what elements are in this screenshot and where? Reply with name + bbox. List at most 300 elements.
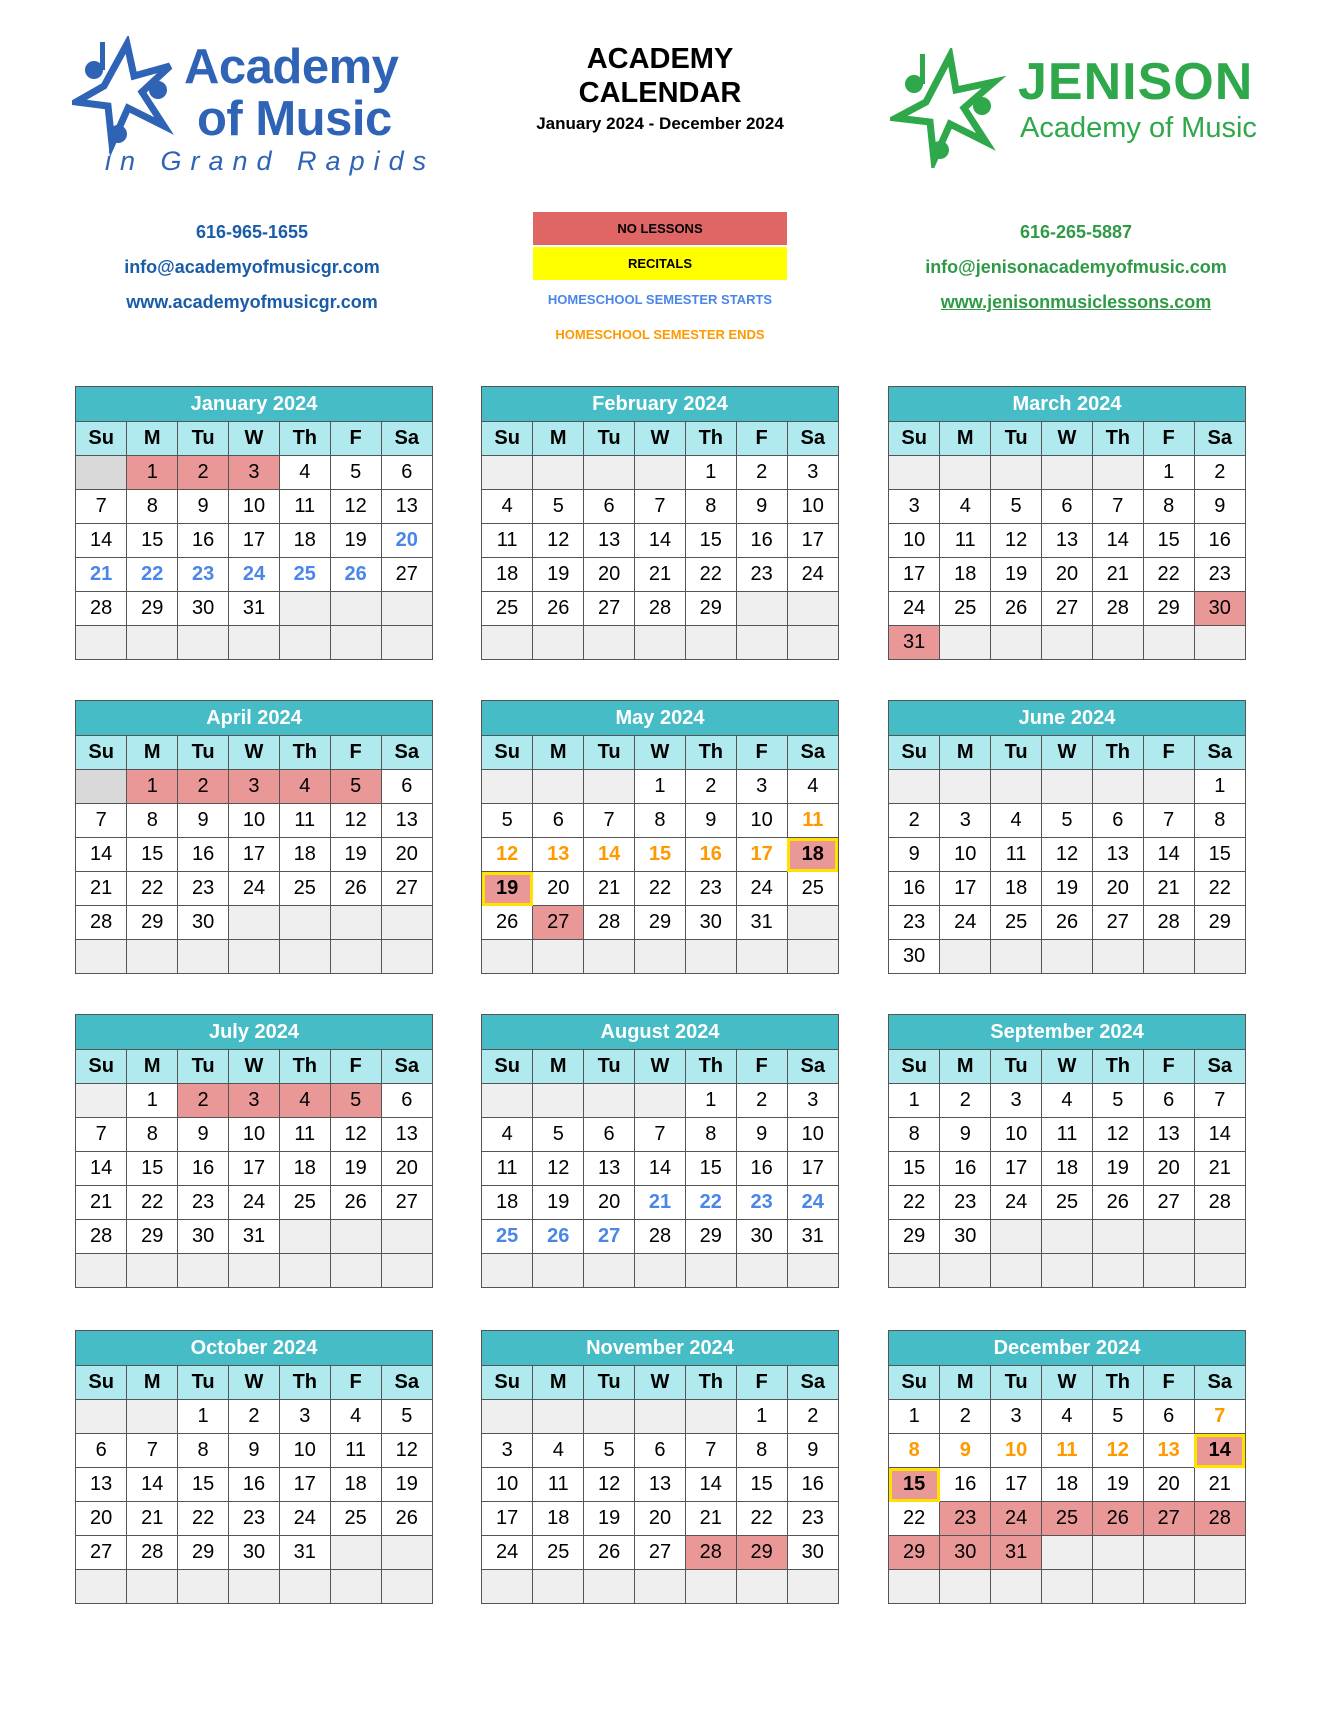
weekday-header: Su [889,736,940,770]
day-cell: 31 [229,1220,280,1254]
empty-day-cell [533,940,584,974]
day-cell: 22 [685,558,736,592]
empty-day-cell [940,1254,991,1288]
weekday-header: W [229,1050,280,1084]
weekday-header: F [1143,422,1194,456]
day-cell: 24 [787,558,838,592]
right-website[interactable]: www.jenisonmusiclessons.com [940,292,1212,312]
empty-day-cell [991,1570,1042,1604]
day-cell: 26 [482,906,533,940]
day-cell: 26 [381,1502,432,1536]
empty-day-cell [584,1400,635,1434]
empty-day-cell [330,906,381,940]
empty-day-cell [76,626,127,660]
empty-day-cell [1143,770,1194,804]
day-cell: 3 [229,1084,280,1118]
empty-day-cell [330,1570,381,1604]
day-cell: 16 [940,1468,991,1502]
empty-day-cell [940,940,991,974]
day-cell: 13 [635,1468,686,1502]
weekday-header: F [736,736,787,770]
month-table [482,422,838,659]
day-cell: 3 [991,1400,1042,1434]
day-cell: 27 [1143,1186,1194,1220]
day-cell: 12 [584,1468,635,1502]
day-cell: 20 [381,524,432,558]
day-cell: 24 [229,872,280,906]
empty-day-cell [1092,940,1143,974]
day-cell: 13 [584,524,635,558]
day-cell: 13 [381,490,432,524]
empty-day-cell [584,1254,635,1288]
month-table [482,736,838,973]
day-cell: 1 [685,456,736,490]
day-cell: 29 [127,592,178,626]
empty-day-cell [381,592,432,626]
day-cell: 10 [229,804,280,838]
day-cell: 13 [381,804,432,838]
weekday-header: Th [279,736,330,770]
empty-day-cell [1194,1536,1245,1570]
day-cell: 8 [127,1118,178,1152]
day-cell: 21 [1194,1152,1245,1186]
day-cell: 28 [127,1536,178,1570]
month-table [889,1050,1245,1287]
day-cell: 11 [279,490,330,524]
day-cell: 6 [584,1118,635,1152]
day-cell: 16 [178,1152,229,1186]
weekday-header: Sa [787,736,838,770]
day-cell: 28 [584,906,635,940]
day-cell: 18 [533,1502,584,1536]
day-cell: 19 [1092,1468,1143,1502]
weekday-header: M [533,1366,584,1400]
day-cell: 8 [736,1434,787,1468]
month-calendar [888,1330,1246,1604]
day-cell: 26 [991,592,1042,626]
weekday-header: W [229,1366,280,1400]
day-cell: 25 [482,592,533,626]
day-cell: 10 [940,838,991,872]
day-cell: 27 [381,1186,432,1220]
day-cell: 24 [889,592,940,626]
empty-day-cell [1143,940,1194,974]
day-cell: 26 [533,592,584,626]
day-cell: 22 [178,1502,229,1536]
weekday-header: Su [482,736,533,770]
day-cell: 22 [635,872,686,906]
day-cell: 1 [685,1084,736,1118]
day-cell: 7 [76,804,127,838]
day-cell: 3 [787,456,838,490]
day-cell: 18 [482,558,533,592]
day-cell: 30 [940,1536,991,1570]
day-cell: 12 [330,490,381,524]
day-cell: 25 [279,558,330,592]
month-calendar [481,700,839,974]
day-cell: 25 [279,1186,330,1220]
day-cell: 11 [482,524,533,558]
day-cell: 8 [685,1118,736,1152]
month-calendar [75,700,433,974]
day-cell: 21 [76,1186,127,1220]
right-email[interactable]: info@jenisonacademyofmusic.com [925,257,1227,277]
day-cell: 6 [584,490,635,524]
empty-day-cell [76,1254,127,1288]
empty-day-cell [178,940,229,974]
empty-day-cell [584,456,635,490]
day-cell: 10 [229,490,280,524]
empty-day-cell [1194,1254,1245,1288]
empty-day-cell [685,1400,736,1434]
day-cell: 11 [482,1152,533,1186]
weekday-header: Tu [178,1050,229,1084]
left-email[interactable]: info@academyofmusicgr.com [124,257,380,277]
weekday-header: Sa [381,1050,432,1084]
empty-day-cell [787,1570,838,1604]
day-cell: 10 [991,1118,1042,1152]
day-cell: 21 [76,558,127,592]
day-cell: 29 [635,906,686,940]
month-calendar [888,1014,1246,1288]
weekday-header: M [127,736,178,770]
empty-day-cell [736,1570,787,1604]
day-cell: 15 [178,1468,229,1502]
day-cell: 6 [381,770,432,804]
day-cell: 9 [736,1118,787,1152]
weekday-header: M [940,1050,991,1084]
weekday-header: W [635,1050,686,1084]
weekday-header: F [736,422,787,456]
music-star-icon [890,48,1010,168]
day-cell: 19 [1092,1152,1143,1186]
empty-day-cell [991,626,1042,660]
weekday-header: Th [1092,1050,1143,1084]
day-cell: 1 [127,456,178,490]
day-cell: 23 [736,1186,787,1220]
day-cell: 11 [533,1468,584,1502]
weekday-header: Th [685,422,736,456]
day-cell: 7 [1194,1400,1245,1434]
month-title: July 2024 [76,1015,432,1050]
day-cell: 28 [685,1536,736,1570]
day-cell: 12 [381,1434,432,1468]
day-cell: 2 [940,1400,991,1434]
day-cell: 19 [330,838,381,872]
day-cell: 28 [76,592,127,626]
day-cell: 15 [127,524,178,558]
day-cell: 12 [1092,1434,1143,1468]
day-cell: 30 [1194,592,1245,626]
day-cell: 30 [178,592,229,626]
day-cell: 11 [787,804,838,838]
day-cell: 4 [940,490,991,524]
day-cell: 11 [991,838,1042,872]
day-cell: 5 [482,804,533,838]
weekday-header: Tu [178,736,229,770]
date-range: January 2024 - December 2024 [536,114,784,133]
empty-day-cell [1092,1536,1143,1570]
day-cell: 9 [787,1434,838,1468]
day-cell: 30 [685,906,736,940]
day-cell: 8 [889,1118,940,1152]
empty-day-cell [584,940,635,974]
weekday-header: Th [279,1366,330,1400]
weekday-header: Tu [584,422,635,456]
day-cell: 18 [279,838,330,872]
weekday-header: M [127,1050,178,1084]
weekday-header: F [1143,736,1194,770]
day-cell: 16 [787,1468,838,1502]
day-cell: 18 [991,872,1042,906]
day-cell: 29 [889,1536,940,1570]
day-cell: 21 [127,1502,178,1536]
day-cell: 14 [635,1152,686,1186]
day-cell: 20 [584,1186,635,1220]
day-cell: 21 [1092,558,1143,592]
empty-day-cell [533,456,584,490]
month-title: January 2024 [76,387,432,422]
day-cell: 16 [940,1152,991,1186]
empty-day-cell [1092,626,1143,660]
day-cell: 10 [889,524,940,558]
day-cell: 19 [533,558,584,592]
day-cell: 14 [635,524,686,558]
empty-day-cell [279,626,330,660]
day-cell: 16 [178,838,229,872]
day-cell: 2 [229,1400,280,1434]
left-website[interactable]: www.academyofmusicgr.com [126,292,378,312]
weekday-header: Su [76,1366,127,1400]
day-cell: 3 [940,804,991,838]
left-phone[interactable]: 616-965-1655 [195,222,309,242]
day-cell: 29 [178,1536,229,1570]
legend-homeschool-ends: HOMESCHOOL SEMESTER ENDS [555,327,765,342]
day-cell: 9 [229,1434,280,1468]
day-cell: 20 [635,1502,686,1536]
weekday-header: W [229,736,280,770]
empty-day-cell [584,770,635,804]
day-cell: 6 [1143,1400,1194,1434]
empty-day-cell [1042,1536,1093,1570]
day-cell: 23 [940,1186,991,1220]
empty-day-cell [991,456,1042,490]
day-cell: 28 [635,1220,686,1254]
day-cell: 19 [991,558,1042,592]
day-cell: 29 [736,1536,787,1570]
empty-day-cell [279,1570,330,1604]
weekday-header: F [330,1366,381,1400]
day-cell: 6 [381,456,432,490]
day-cell: 28 [635,592,686,626]
legend [533,212,787,352]
empty-day-cell [889,1254,940,1288]
right-phone[interactable]: 616-265-5887 [1019,222,1133,242]
left-logo-tagline: in Grand Rapids [105,146,436,176]
empty-day-cell [889,456,940,490]
weekday-header: W [229,422,280,456]
day-cell: 30 [178,906,229,940]
day-cell: 22 [127,558,178,592]
day-cell: 9 [1194,490,1245,524]
day-cell: 10 [279,1434,330,1468]
day-cell: 18 [279,524,330,558]
day-cell: 14 [1143,838,1194,872]
day-cell: 29 [685,592,736,626]
day-cell: 7 [685,1434,736,1468]
day-cell: 17 [279,1468,330,1502]
empty-day-cell [584,626,635,660]
day-cell: 16 [736,1152,787,1186]
day-cell: 12 [330,804,381,838]
day-cell: 3 [889,490,940,524]
empty-day-cell [1042,626,1093,660]
empty-day-cell [76,456,127,490]
weekday-header: F [330,736,381,770]
month-table [76,1050,432,1287]
weekday-header: Th [279,1050,330,1084]
month-table [482,1050,838,1287]
empty-day-cell [381,1570,432,1604]
day-cell: 2 [736,456,787,490]
day-cell: 17 [787,1152,838,1186]
weekday-header: Su [76,736,127,770]
day-cell: 22 [1194,872,1245,906]
day-cell: 25 [1042,1186,1093,1220]
empty-day-cell [1194,1570,1245,1604]
empty-day-cell [787,1254,838,1288]
day-cell: 2 [736,1084,787,1118]
empty-day-cell [1092,456,1143,490]
day-cell: 15 [127,1152,178,1186]
day-cell: 3 [991,1084,1042,1118]
day-cell: 21 [635,558,686,592]
empty-day-cell [279,592,330,626]
weekday-header: F [1143,1366,1194,1400]
day-cell: 18 [279,1152,330,1186]
empty-day-cell [482,1254,533,1288]
empty-day-cell [178,1570,229,1604]
empty-day-cell [330,1220,381,1254]
weekday-header: F [330,1050,381,1084]
empty-day-cell [1143,1570,1194,1604]
day-cell: 25 [533,1536,584,1570]
day-cell: 16 [229,1468,280,1502]
title-line1: ACADEMY [586,43,734,75]
day-cell: 1 [127,1084,178,1118]
month-title: May 2024 [482,701,838,736]
day-cell: 17 [940,872,991,906]
day-cell: 1 [178,1400,229,1434]
day-cell: 27 [635,1536,686,1570]
day-cell: 23 [178,558,229,592]
day-cell: 22 [889,1186,940,1220]
weekday-header: F [330,422,381,456]
empty-day-cell [787,906,838,940]
weekday-header: W [635,1366,686,1400]
weekday-header: W [1042,736,1093,770]
day-cell: 2 [1194,456,1245,490]
empty-day-cell [991,1254,1042,1288]
empty-day-cell [279,906,330,940]
day-cell: 12 [533,524,584,558]
day-cell: 2 [178,1084,229,1118]
day-cell: 9 [736,490,787,524]
empty-day-cell [533,770,584,804]
empty-day-cell [889,1570,940,1604]
empty-day-cell [279,940,330,974]
day-cell: 3 [482,1434,533,1468]
empty-day-cell [482,1570,533,1604]
day-cell: 26 [1092,1186,1143,1220]
empty-day-cell [1143,626,1194,660]
empty-day-cell [127,626,178,660]
day-cell: 10 [229,1118,280,1152]
day-cell: 28 [1092,592,1143,626]
empty-day-cell [381,626,432,660]
day-cell: 27 [584,592,635,626]
weekday-header: Th [685,1366,736,1400]
jenison-logo [890,48,1270,168]
empty-day-cell [940,456,991,490]
empty-day-cell [1092,770,1143,804]
weekday-header: Sa [787,1366,838,1400]
day-cell: 23 [787,1502,838,1536]
day-cell: 30 [178,1220,229,1254]
day-cell: 20 [1042,558,1093,592]
month-table [889,736,1245,973]
day-cell: 26 [330,558,381,592]
day-cell: 15 [127,838,178,872]
weekday-header: Sa [1194,1050,1245,1084]
empty-day-cell [1042,940,1093,974]
music-star-icon [72,36,182,156]
day-cell: 2 [787,1400,838,1434]
empty-day-cell [787,626,838,660]
day-cell: 15 [736,1468,787,1502]
day-cell: 25 [330,1502,381,1536]
empty-day-cell [685,626,736,660]
day-cell: 20 [1092,872,1143,906]
weekday-header: Tu [178,422,229,456]
day-cell: 4 [787,770,838,804]
month-title: February 2024 [482,387,838,422]
day-cell: 1 [736,1400,787,1434]
empty-day-cell [889,770,940,804]
month-table [76,422,432,659]
day-cell: 5 [1092,1084,1143,1118]
day-cell: 13 [1143,1118,1194,1152]
weekday-header: W [1042,1050,1093,1084]
day-cell: 23 [229,1502,280,1536]
empty-day-cell [127,1254,178,1288]
month-title: August 2024 [482,1015,838,1050]
month-table [889,422,1245,659]
weekday-header: Th [1092,1366,1143,1400]
weekday-header: M [940,1366,991,1400]
day-cell: 11 [330,1434,381,1468]
empty-day-cell [533,1084,584,1118]
month-calendar [75,386,433,660]
day-cell: 17 [889,558,940,592]
weekday-header: Su [889,1366,940,1400]
day-cell: 14 [1194,1118,1245,1152]
empty-day-cell [330,1254,381,1288]
day-cell: 11 [279,1118,330,1152]
weekday-header: Th [685,736,736,770]
day-cell: 29 [889,1220,940,1254]
day-cell: 3 [279,1400,330,1434]
